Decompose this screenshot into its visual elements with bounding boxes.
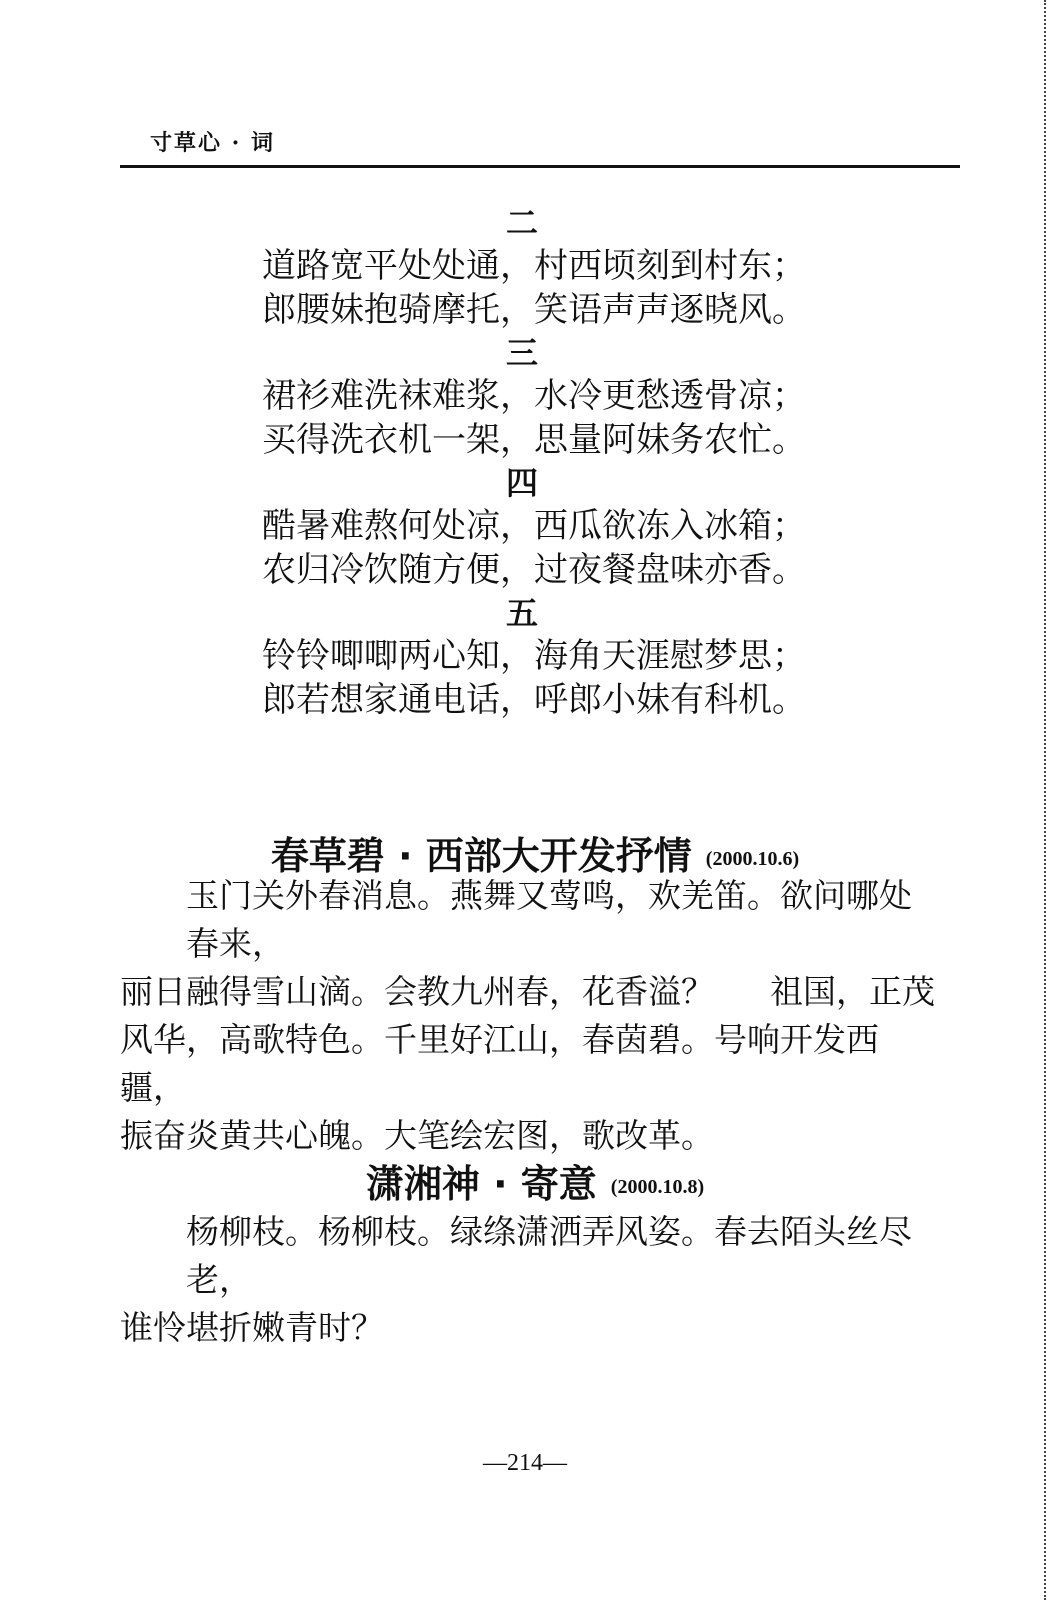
stanza	[262, 462, 822, 592]
stanza	[262, 202, 822, 332]
verse-line: 郎若想家通电话，呼郎小妹有科机。	[262, 680, 806, 720]
prose-line: 振奋炎黄共心魄。大笔绘宏图，歌改革。	[120, 1116, 714, 1155]
running-head: 寸草心 · 词	[150, 130, 275, 156]
piece-title-text: 春草碧 · 西部大开发抒情	[270, 834, 692, 878]
piece-title-text: 潇湘神 · 寄意	[365, 1162, 597, 1206]
verse-line: 裙衫难洗袜难浆，水冷更愁透骨凉；	[262, 376, 806, 416]
prose-line: 祖国，正茂	[770, 972, 935, 1011]
poem-continuation	[262, 202, 822, 722]
verse-line: 郎腰妹抱骑摩托，笑语声声逐晓风。	[262, 290, 806, 330]
stanza-number: 三	[505, 334, 538, 372]
verse-line: 农归冷饮随方便，过夜餐盘味亦香。	[262, 550, 806, 590]
prose-line: 风华，高歌特色。千里好江山，春茵碧。号响开发西疆，	[120, 1020, 879, 1107]
verse-line: 买得洗衣机一架，思量阿妹务农忙。	[262, 420, 806, 460]
piece-date: (2000.10.6)	[705, 848, 800, 870]
prose-line-group	[120, 968, 940, 1016]
stanza-number: 二	[505, 204, 538, 242]
stanza	[262, 592, 822, 722]
prose-line: 谁怜堪折嫩青时？	[120, 1308, 384, 1347]
scan-edge	[1038, 0, 1046, 1600]
piece-title	[0, 1153, 1050, 1208]
stanza-number: 五	[505, 594, 538, 632]
stanza-number: 四	[505, 464, 538, 502]
piece-body	[120, 1208, 940, 1352]
page-number: —214—	[483, 1450, 567, 1476]
verse-line: 酷暑难熬何处凉，西瓜欲冻入冰箱；	[262, 506, 806, 546]
prose-line: 玉门关外春消息。燕舞又莺鸣，欢羌笛。欲问哪处春来，	[186, 876, 912, 963]
piece-body	[120, 872, 940, 1160]
prose-line: 丽日融得雪山滴。会教九州春，花香溢？	[120, 972, 714, 1011]
verse-line: 道路宽平处处通，村西顷刻到村东；	[262, 246, 806, 286]
stanza	[262, 332, 822, 462]
prose-line: 杨柳枝。杨柳枝。绿绦潇洒弄风姿。春去陌头丝尽老，	[186, 1212, 912, 1299]
piece-date: (2000.10.8)	[610, 1176, 705, 1198]
page-header	[120, 126, 960, 168]
verse-line: 铃铃唧唧两心知，海角天涯慰梦思；	[262, 636, 806, 676]
